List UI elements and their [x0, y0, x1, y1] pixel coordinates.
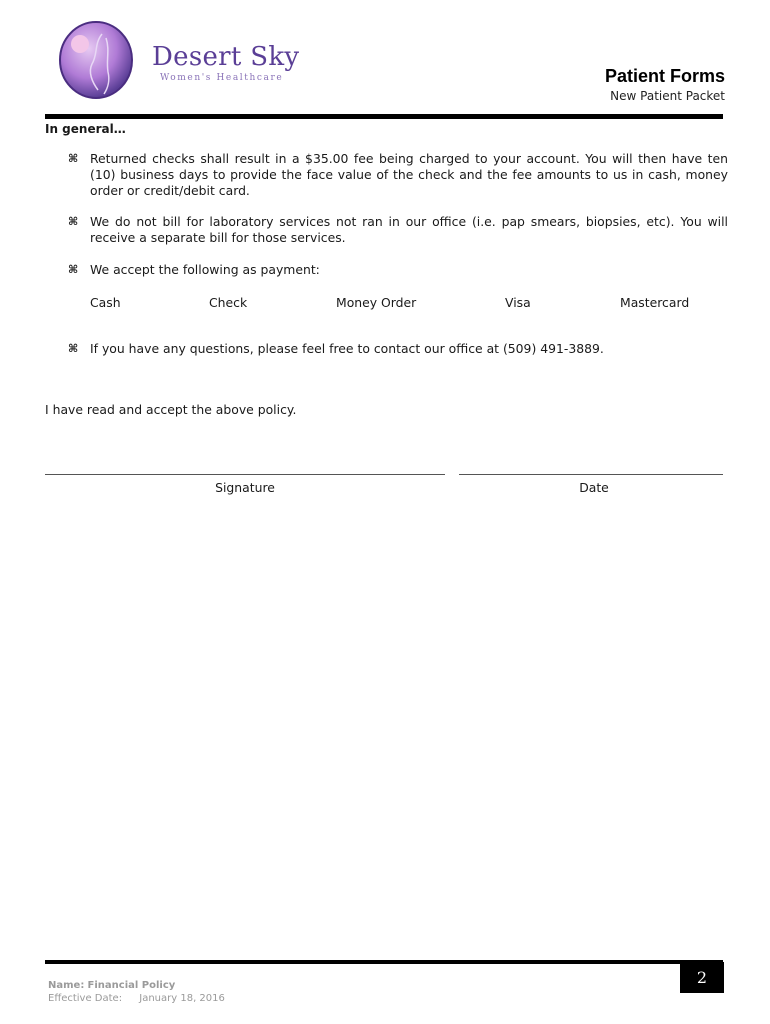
header-divider: [45, 114, 723, 119]
footer-name: [48, 980, 175, 991]
bullet-icon: ⌘: [68, 263, 79, 276]
bullet-text: Returned checks shall result in a $35.00 fee being charged to your account. You will then have ten (10) business days to provide the face value of the check and the fee amounts to us in cash, money order or credit/debit card.: [90, 151, 728, 198]
footer-name-label: Name:: [48, 980, 85, 991]
logo: [58, 20, 300, 100]
list-item: [68, 341, 728, 357]
bullet-text: If you have any questions, please feel free to contact our office at (509) 491-3889.: [90, 341, 604, 356]
bullet-icon: ⌘: [68, 215, 79, 228]
footer-name-value: Financial Policy: [87, 980, 176, 991]
acceptance-statement: I have read and accept the above policy.: [45, 402, 297, 417]
section-heading: In general…: [45, 122, 126, 136]
signature-label: Signature: [215, 480, 275, 495]
bullet-text: We accept the following as payment:: [90, 262, 320, 277]
footer-divider: [45, 960, 723, 964]
brand-subtitle: Women's Healthcare: [160, 73, 284, 83]
date-line[interactable]: [459, 474, 723, 475]
logo-emblem-icon: [58, 20, 134, 100]
signature-line[interactable]: [45, 474, 445, 475]
page-subtitle: New Patient Packet: [610, 89, 725, 103]
date-label: Date: [579, 480, 609, 495]
payment-method-money-order: Money Order: [336, 295, 417, 310]
bullet-icon: ⌘: [68, 152, 79, 165]
brand-name: Desert Sky: [152, 42, 300, 72]
footer-date-label: Effective Date:: [48, 993, 123, 1004]
payment-method-cash: Cash: [90, 295, 121, 310]
footer-date-value: January 18, 2016: [139, 993, 225, 1004]
page-number: 2: [680, 962, 724, 993]
page-title: Patient Forms: [604, 66, 725, 86]
list-item: [68, 262, 728, 278]
payment-method-visa: Visa: [505, 295, 531, 310]
bullet-text: We do not bill for laboratory services not ran in our office (i.e. pap smears, biopsies, etc). You will receive a separate bill for those services.: [90, 214, 728, 245]
footer-effective-date: [48, 993, 225, 1004]
list-item: [68, 151, 728, 199]
bullet-icon: ⌘: [68, 342, 79, 355]
payment-method-mastercard: Mastercard: [620, 295, 690, 310]
payment-method-check: Check: [209, 295, 248, 310]
list-item: [68, 214, 728, 246]
